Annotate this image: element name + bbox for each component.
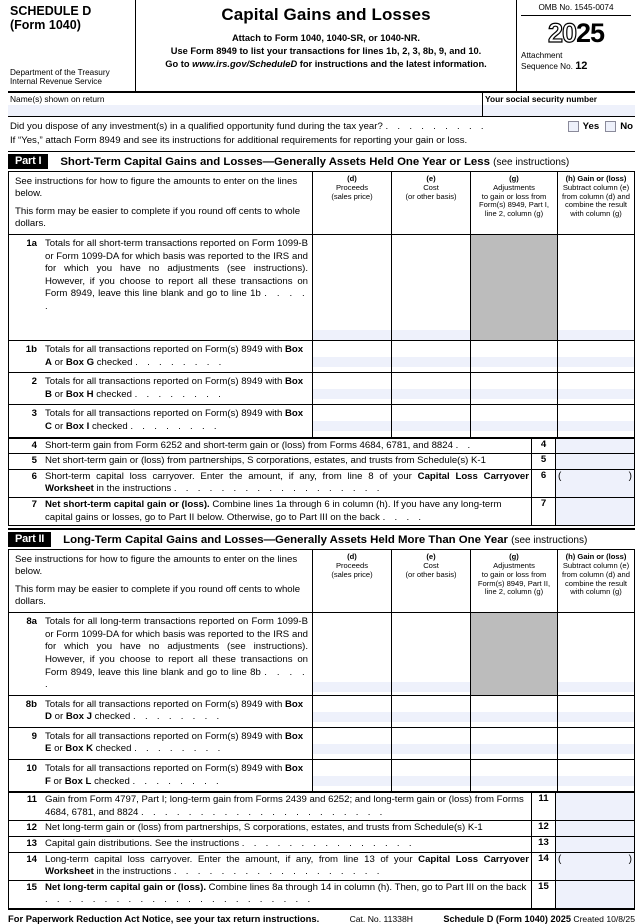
line-8b-text-post: checked (91, 711, 134, 723)
line-14-text-pre: Long-term capital loss carryover. Enter the amount, if any, from line 13 of your (45, 853, 419, 865)
website-instruction (142, 59, 510, 69)
line-1b-dots: . . . . . . . . (135, 356, 225, 368)
line-2-box-b: Box H (65, 388, 94, 400)
line-6-dots: . . . . . . . . . . . . . . . . . . (173, 483, 383, 495)
part-2-summary-table (8, 792, 635, 909)
line-3-text-post: checked (89, 420, 131, 432)
ssn-label: Your social security number (485, 94, 598, 104)
line-1a-text: Totals for all short-term transactions reported on Form 1099-B or Form 1099-DA for which basis was reported to the IRS and for which you have no adjustments (see instructions). However, if you choose to report all these transactions on Form 8949, leave this line blank and go to line 1b (45, 238, 308, 300)
line-8b-col-e[interactable] (392, 695, 471, 727)
line-1a-col-e[interactable] (392, 235, 471, 341)
part-2-instructions (9, 550, 312, 612)
line-11-num-box: 11 (532, 793, 556, 821)
attachment-label: Attachment (521, 51, 563, 60)
line-11-number: 11 (26, 794, 37, 806)
table-row (9, 613, 635, 696)
line-1b-number: 1b (25, 344, 37, 355)
name-input[interactable] (8, 105, 482, 116)
col-h-line3: combine the result (564, 200, 628, 210)
line-15-text-1: Combine lines 8a through 14 in column (h). Then, go to Part III (205, 881, 475, 893)
table-row (9, 454, 635, 470)
yes-checkbox[interactable] (568, 121, 579, 132)
paperwork-notice: For Paperwork Reduction Act Notice, see your tax return instructions. (8, 913, 320, 924)
table-row (9, 341, 635, 373)
line-10-desc (9, 760, 313, 792)
col-e-line2: (or other basis) (405, 191, 457, 201)
line-3-mid: or (51, 420, 66, 432)
yes-option[interactable] (568, 121, 600, 132)
agency-name: Internal Revenue Service (10, 77, 102, 87)
line-9-col-g[interactable] (471, 727, 558, 759)
part-1-banner (8, 151, 635, 171)
col-d-line1: Proceeds (335, 182, 369, 192)
line-2-number: 2 (31, 376, 37, 388)
year-suffix: 25 (576, 18, 605, 48)
line-14-text-post: in the instructions (93, 866, 172, 878)
col-h-line3: combine the result (564, 578, 628, 588)
part-1-col-d-header (313, 172, 392, 235)
line-6-num-box: 6 (532, 469, 556, 497)
line-10-col-e[interactable] (392, 760, 471, 792)
line-1a-dots: . . . . . (45, 288, 309, 312)
part-2-col-d-header (313, 550, 392, 613)
part-2-badge: Part II (8, 532, 51, 547)
line-7-text-2: long-term capital gains or losses, go to Part II below. Otherwise, go to Part III on the back (45, 498, 502, 523)
line-1b-text-post: checked (94, 356, 136, 368)
line-3-col-h[interactable] (558, 405, 635, 437)
table-row (9, 793, 635, 821)
line-8a-col-g-shaded (471, 613, 558, 696)
line-1b-col-e[interactable] (392, 341, 471, 373)
line-15-number: 15 (26, 881, 37, 893)
line-8b-col-d[interactable] (313, 695, 392, 727)
part-1-badge: Part I (8, 154, 48, 169)
line-8b-number: 8b (25, 698, 37, 710)
line-5-desc (9, 454, 532, 470)
part-2-instruction-2: This form may be easier to complete if you round off cents to whole dollars. (15, 584, 301, 608)
line-7-number: 7 (31, 498, 37, 510)
col-e-line2: (or other basis) (405, 569, 457, 579)
page-title: Capital Gains and Losses (221, 5, 431, 24)
line-9-col-d[interactable] (313, 727, 392, 759)
form-reference: (Form 1040) (10, 17, 81, 32)
line-4-number: 4 (31, 439, 37, 451)
line-1b-col-h[interactable] (558, 341, 635, 373)
question-text: Did you dispose of any investment(s) in a qualified opportunity fund during the tax year? (10, 121, 383, 132)
col-e-label: (e) (426, 174, 436, 183)
part-2-instruction-1: See instructions for how to figure the amounts to enter on the lines below. (15, 554, 298, 578)
col-g-line4: line 2, column (g) (484, 209, 544, 219)
col-h-line4: with column (g) (570, 587, 622, 597)
line-6-worksheet-1: Capital Loss (417, 470, 478, 482)
part-2-col-g-header (471, 550, 558, 613)
part-1-instructions-cell (9, 172, 313, 235)
line-11-desc (9, 793, 532, 821)
line-14-amount[interactable] (556, 852, 635, 880)
table-row (9, 497, 635, 525)
line-8b-col-g[interactable] (471, 695, 558, 727)
line-11-text-2: from Forms 4684, 6781, and 8824 (45, 794, 524, 818)
line-13-text: Capital gain distributions. See the instructions (45, 838, 240, 850)
line-8b-col-h[interactable] (558, 695, 635, 727)
department-name: Department of the Treasury (10, 67, 110, 77)
col-d-line2: (sales price) (331, 569, 373, 579)
line-9-desc (9, 727, 313, 759)
line-8a-number: 8a (26, 616, 37, 628)
part-2-col-h-header (558, 550, 635, 613)
part-2-banner (8, 528, 635, 549)
line-12-text: Net long-term gain or (loss) from partnerships, S corporations, estates, and trusts from Schedule(s) K-1 (45, 822, 483, 834)
col-h-line2: from column (d) and (562, 569, 630, 579)
line-4-text: Short-term gain from Form 6252 and short-term gain or (loss) from Forms 4684, 6781, and 8824 (45, 439, 453, 451)
header-center (136, 0, 517, 91)
omb-number: OMB No. 1545-0074 (521, 3, 631, 16)
part-1-col-e-header (392, 172, 471, 235)
name-field-cell (8, 93, 483, 116)
line-6-desc (9, 469, 532, 497)
line-9-box-b: Box K (65, 743, 93, 755)
line-1b-text-pre: Totals for all transactions reported on Form(s) 8949 with (45, 344, 285, 355)
line-11-dots: . . . . . . . . . . . . . . . . . . . . . (141, 806, 386, 818)
line-7-bold-lead: Net short-term capital gain or (loss). (45, 498, 210, 510)
line-12-amount[interactable] (556, 821, 635, 837)
line-8b-box-a: Box D (45, 698, 304, 723)
line-10-box-a: Box F (45, 763, 304, 787)
line-2-dots: . . . . . . . . (134, 388, 225, 400)
line-7-text-1: Combine lines 1a through 6 in column (h). If you have any (209, 498, 459, 510)
col-g-line3: Form(s) 8949, Part I, (478, 200, 550, 210)
line-11-amount[interactable] (556, 793, 635, 821)
line-2-text-post: checked (93, 388, 135, 400)
sequence-label: Sequence No. (521, 62, 573, 71)
col-d-label: (d) (347, 552, 357, 562)
table-row (9, 695, 635, 727)
form-header (8, 0, 635, 93)
col-g-line2: to gain or loss from (481, 569, 547, 579)
line-8a-col-e[interactable] (392, 613, 471, 696)
table-row (9, 235, 635, 341)
line-13-number: 13 (26, 838, 37, 850)
line-8a-desc (9, 613, 313, 696)
line-15-dots: . . . . . . . . . . . . . . . . . . . . . . . (45, 894, 314, 906)
year-prefix: 20 (547, 18, 576, 48)
line-13-desc (9, 837, 532, 853)
col-e-line1: Cost (423, 560, 439, 570)
line-15-amount[interactable] (556, 880, 635, 908)
line-8a-text: Totals for all long-term transactions reported on Form 1099-B or Form 1099-DA for which basis was reported to the IRS and for which you have no adjustments (see instructions). However, if you choose to report all these transactions on Form 8949, leave this line blank and go to line 8b (45, 616, 308, 678)
line-3-col-e[interactable] (392, 405, 471, 437)
line-1a-col-h[interactable] (558, 235, 635, 341)
line-6-text-post: in the instructions (93, 483, 172, 495)
col-g-label: (g) (509, 552, 519, 562)
line-7-desc (9, 497, 532, 525)
part-1-column-header-row (9, 172, 635, 235)
attach-instruction: Attach to Form 1040, 1040-SR, or 1040-NR. (231, 33, 421, 43)
line-8b-box-b: Box J (65, 711, 92, 723)
header-right (517, 0, 635, 91)
part-1-instruction-2: This form may be easier to complete if you round off cents to whole dollars. (15, 206, 301, 229)
line-10-mid: or (50, 775, 65, 787)
taxpayer-identification-row (8, 93, 635, 117)
line-9-col-h[interactable] (558, 727, 635, 759)
line-15-desc (9, 880, 532, 908)
table-row (9, 373, 635, 405)
yes-label: Yes (582, 121, 600, 132)
line-9-dots: . . . . . . . . (134, 743, 224, 755)
line-6-number: 6 (31, 470, 37, 482)
line-1a-col-g-shaded (471, 235, 558, 341)
line-10-text-post: checked (91, 775, 133, 787)
line-3-box-a: Box C (45, 408, 304, 432)
use-form-instruction: Use Form 8949 to list your transactions for lines 1b, 2, 3, 8b, 9, and 10. (170, 46, 482, 56)
col-g-line4: line 2, column (g) (484, 587, 544, 597)
col-h-line1: Subtract column (e) (562, 182, 630, 192)
col-h-line1: Subtract column (e) (562, 560, 630, 570)
line-1b-box-b: Box G (65, 356, 95, 368)
table-row (9, 821, 635, 837)
line-5-text: Net short-term gain or (loss) from partnerships, S corporations, estates, and trusts from Schedule(s) K-1 (45, 455, 486, 467)
ssn-input[interactable] (483, 105, 635, 116)
part-2-title-text: Long-Term Capital Gains and Losses—Generally Assets Held More Than One Year (63, 533, 508, 546)
line-9-number: 9 (31, 730, 37, 742)
question-followup: If “Yes,” attach Form 8949 and see its instructions for additional requirements for reporting your gain or loss. (10, 134, 468, 146)
table-row (9, 880, 635, 908)
line-3-dots: . . . . . . . . (130, 420, 220, 432)
line-3-desc (9, 405, 313, 437)
line-9-col-e[interactable] (392, 727, 471, 759)
line-2-box-a: Box B (45, 376, 304, 400)
line-9-mid: or (51, 743, 66, 755)
col-g-line1: Adjustments (493, 182, 535, 192)
col-e-label: (e) (426, 552, 436, 562)
line-10-col-g[interactable] (471, 760, 558, 792)
issuing-agency (10, 68, 110, 87)
table-row (9, 852, 635, 880)
part-2-instructions-cell (9, 550, 313, 613)
sequence-number: 12 (575, 60, 588, 72)
line-7-num-box: 7 (532, 497, 556, 525)
no-checkbox[interactable] (605, 121, 616, 132)
col-g-line3: Form(s) 8949, Part II, (477, 578, 551, 588)
part-1-table (8, 171, 635, 438)
ssn-field-cell (483, 93, 635, 116)
schedule-title (10, 5, 133, 32)
col-d-line1: Proceeds (335, 560, 369, 570)
col-h-line4: with column (g) (570, 209, 622, 219)
footer-form-name: Schedule D (Form 1040) 2025 (443, 914, 571, 924)
line-5-amount[interactable] (556, 454, 635, 470)
no-label: No (620, 121, 633, 132)
line-9-box-a: Box E (45, 730, 304, 755)
line-1b-col-d[interactable] (313, 341, 392, 373)
line-15-bold-lead: Net long-term capital gain or (loss). (45, 881, 206, 893)
col-h-line2: from column (d) and (562, 191, 630, 201)
line-1b-col-g[interactable] (471, 341, 558, 373)
line-6-amount[interactable] (556, 469, 635, 497)
line-2-col-d[interactable] (313, 373, 392, 405)
line-14-right-paren: ) (628, 853, 632, 865)
line-14-number: 14 (26, 853, 37, 865)
table-row (9, 438, 635, 454)
line-7-dots: . . . . (382, 511, 425, 523)
line-4-amount[interactable] (556, 438, 635, 454)
col-g-label: (g) (509, 174, 519, 183)
part-2-col-e-header (392, 550, 471, 613)
irs-url[interactable]: www.irs.gov/ScheduleD (192, 59, 298, 69)
line-14-worksheet-1: Capital Loss (418, 853, 479, 865)
goto-suffix: for instructions and the latest information. (297, 59, 487, 69)
line-14-worksheet-2: Carryover Worksheet (45, 853, 530, 878)
table-row (9, 469, 635, 497)
line-2-col-e[interactable] (392, 373, 471, 405)
line-14-num-box: 14 (532, 852, 556, 880)
schedule-name: SCHEDULE D (10, 4, 92, 18)
line-12-num-box: 12 (532, 821, 556, 837)
col-g-line2: to gain or loss from (481, 191, 547, 201)
attachment-sequence (521, 51, 631, 72)
col-d-label: (d) (347, 174, 357, 183)
table-row (9, 837, 635, 853)
part-2-title (63, 534, 587, 546)
line-1b-box-a: Box A (45, 344, 304, 368)
part-1-instruction-1: See instructions for how to figure the amounts to enter on the lines below. (15, 176, 298, 199)
tax-year (521, 18, 631, 48)
line-6-worksheet-2: Carryover Worksheet (45, 470, 530, 495)
line-1a-number: 1a (26, 238, 37, 249)
line-10-dots: . . . . . . . . (132, 775, 222, 787)
line-4-dots: . . (455, 439, 474, 451)
line-2-col-h[interactable] (558, 373, 635, 405)
part-2-column-header-row (9, 550, 635, 613)
line-13-num-box: 13 (532, 837, 556, 853)
footer-created-date: Created 10/8/25 (570, 914, 635, 924)
line-2-col-g[interactable] (471, 373, 558, 405)
line-10-number: 10 (26, 763, 37, 775)
line-10-col-h[interactable] (558, 760, 635, 792)
table-row (9, 405, 635, 437)
table-row (9, 727, 635, 759)
part-1-col-g-header (471, 172, 558, 235)
opportunity-fund-question-row (8, 117, 635, 134)
line-3-text-pre: Totals for all transactions reported on Form(s) 8949 with (45, 408, 285, 420)
name-label: Name(s) shown on return (10, 94, 105, 104)
line-2-mid: or (51, 388, 66, 400)
line-5-num-box: 5 (532, 454, 556, 470)
line-8b-text-pre: Totals for all transactions reported on Form(s) 8949 with (45, 698, 285, 710)
line-10-col-d[interactable] (313, 760, 392, 792)
part-1-instructions (9, 172, 312, 234)
line-15-text-2: on the back (476, 881, 527, 893)
line-4-num-box: 4 (532, 438, 556, 454)
line-8a-col-h[interactable] (558, 613, 635, 696)
line-13-dots: . . . . . . . . . . . . . . . (241, 838, 415, 850)
line-6-text-pre: Short-term capital loss carryover. Enter the amount, if any, from line 8 of your (45, 470, 418, 482)
line-3-col-g[interactable] (471, 405, 558, 437)
part-2-table (8, 549, 635, 792)
line-1a-desc (9, 235, 313, 341)
line-5-number: 5 (31, 455, 37, 467)
line-10-box-b: Box L (64, 775, 92, 787)
line-15-num-box: 15 (532, 880, 556, 908)
part-1-title-text: Short-Term Capital Gains and Losses—Generally Assets Held One Year or Less (60, 155, 490, 168)
line-9-text-pre: Totals for all transactions reported on Form(s) 8949 with (45, 730, 285, 742)
line-7-amount[interactable] (556, 497, 635, 525)
opportunity-fund-question (10, 121, 562, 134)
part-1-col-h-header (558, 172, 635, 235)
line-6-right-paren: ) (628, 470, 632, 482)
line-13-amount[interactable] (556, 837, 635, 853)
catalog-number: Cat. No. 11338H (349, 914, 413, 924)
col-e-line1: Cost (423, 182, 439, 192)
col-d-line2: (sales price) (331, 191, 373, 201)
line-12-desc (9, 821, 532, 837)
line-14-dots: . . . . . . . . . . . . . . . . . . (173, 866, 383, 878)
line-1b-mid: or (51, 356, 66, 368)
form-footer (8, 909, 635, 924)
no-option[interactable] (605, 121, 633, 132)
line-9-text-post: checked (93, 743, 135, 755)
line-14-left-paren: ( (558, 853, 562, 865)
line-12-number: 12 (26, 822, 37, 834)
line-8b-dots: . . . . . . . . (133, 711, 223, 723)
line-3-box-b: Box I (65, 420, 90, 432)
col-h-label: (h) Gain or (loss) (565, 552, 627, 562)
line-10-text-pre: Totals for all transactions reported on Form(s) 8949 with (45, 763, 285, 775)
line-8b-mid: or (51, 711, 66, 723)
goto-prefix: Go to (165, 59, 193, 69)
line-3-number: 3 (31, 408, 37, 420)
line-11-text-1: Gain from Form 4797, Part I; long-term gain from Forms 2439 and 6252; and long-term gain or (loss) (45, 794, 473, 806)
table-row (9, 760, 635, 792)
line-6-left-paren: ( (558, 470, 562, 482)
line-8b-desc (9, 695, 313, 727)
line-4-desc (9, 438, 532, 454)
part-1-summary-table (8, 438, 635, 527)
part-2-note: (see instructions) (511, 534, 588, 546)
part-1-note: (see instructions) (493, 156, 570, 168)
col-g-line1: Adjustments (493, 560, 535, 570)
col-h-label: (h) Gain or (loss) (565, 174, 627, 183)
line-3-col-d[interactable] (313, 405, 392, 437)
line-2-text-pre: Totals for all transactions reported on Form(s) 8949 with (45, 376, 285, 388)
line-14-desc (9, 852, 532, 880)
line-2-desc (9, 373, 313, 405)
line-1a-col-d[interactable] (313, 235, 392, 341)
footer-form-reference (443, 914, 635, 924)
line-8a-col-d[interactable] (313, 613, 392, 696)
question-dots: . . . . . . . . . (385, 121, 487, 132)
line-1b-desc (9, 341, 313, 373)
line-8a-dots: . . . . . (45, 666, 309, 691)
header-left (8, 0, 136, 91)
part-1-title (60, 156, 569, 168)
